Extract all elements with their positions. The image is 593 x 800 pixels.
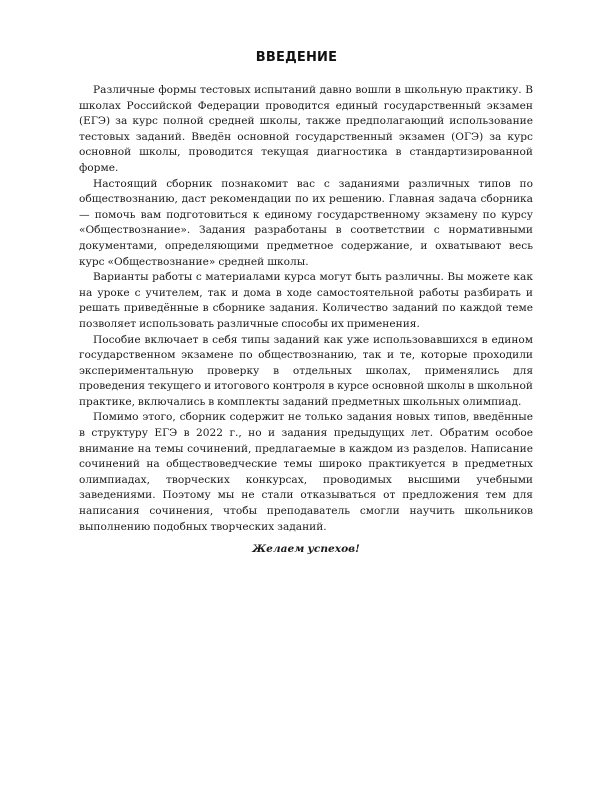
paragraph-1: Различные формы тестовых испытаний давно вошли в школьную практику. В школах Российской Федерации проводится единый государственный экзамен (ЕГЭ) за курс полной средней школы, также предполагающий использование тестовых заданий. Введён основной государственный экзамен (ОГЭ) за курс основной школы, проводится текущая диагностика в стандартизированной форме. (79, 84, 533, 174)
paragraph-3: Варианты работы с материалами курса могут быть различны. Вы можете как на уроке с учителем, так и дома в ходе самостоятельной работы разбирать и решать приведённые в сборнике задания. Количество заданий по каждой теме позволяет использовать различные способы их применения. (79, 271, 533, 330)
page-title: ВВЕДЕНИЕ (255, 50, 338, 65)
paragraph-5: Помимо этого, сборник содержит не только задания новых типов, введённые в структуру ЕГЭ в 2022 г., но и задания предыдущих лет. Обратим особое внимание на темы сочинений, предлагаемые в каждом из разделов. Написание сочинений на обществоведческие темы широко практикуется в предметных олимпиадах, творческих конкурсах, проводимых высшими учебными заведениями. Поэтому мы не стали отказываться от предложения тем для написания сочинения, чтобы преподаватель смогли научить школьников выполнению подобных творческих заданий. (79, 411, 533, 533)
paragraph-2: Настоящий сборник познакомит вас с заданиями различных типов по обществознанию, даст рекомендации по их решению. Главная задача сборника — помочь вам подготовиться к единому государственному экзамену по курсу «Обществознание». Задания разработаны в соответствии с нормативными документами, определяющими предметное содержание, и охватывают весь курс «Обществознание» средней школы. (79, 177, 533, 268)
closing-line: Желаем успехов! (252, 543, 360, 556)
document-body (79, 83, 533, 558)
paragraph-4: Пособие включает в себя типы заданий как уже использовавшихся в едином государственном экзамене по обществознанию, так и те, которые проходили экспериментальную проверку в отдельных школах, применялись для проведения текущего и итогового контроля в курсе основной школы в школьной практике, включались в комплекты заданий предметных школьных олимпиад. (79, 333, 533, 408)
